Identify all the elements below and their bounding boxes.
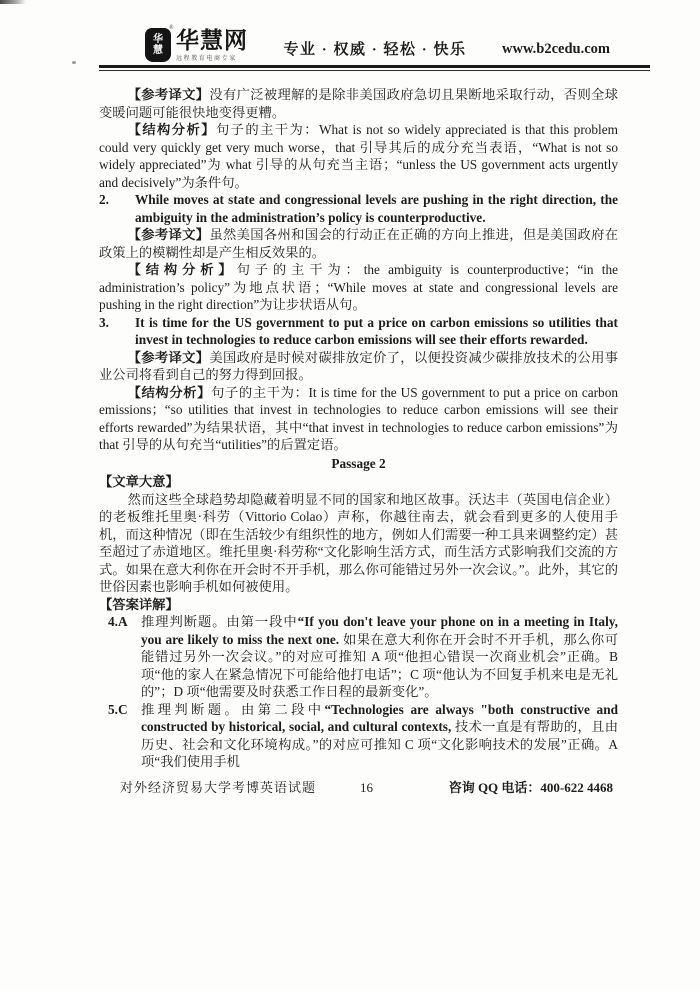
paragraph — [99, 384, 618, 454]
text-run: “Technologies are always "both constructive and constructed by historical, social, and cultural contexts, — [141, 701, 618, 734]
text-run: 【参考译文】 — [127, 87, 210, 102]
header-rule-thick — [99, 65, 650, 68]
answer-text — [141, 701, 618, 771]
text-run: 【参考译文】 — [127, 227, 210, 242]
paragraph — [99, 491, 618, 596]
text-run: 然而这些全球趋势却隐藏着明显不同的国家和地区故事。沃达丰（英国电信企业）的老板维托里奥·科劳（Vittorio Colao）声称，你越往南去，就会看到更多的人使用手机，而这种情况（即在生活较少有组织性的地方，例如人们需要一种工具来调整约定）甚至超过了赤道地区。维托里奥·科劳称“文化影响生活方式，而生活方式影响我们交流的方式。如果在意大利你在开会时不开手机，那么你可能错过另外一次会议。”。此外，其它的世俗因素也影响手机如何被使用。 — [99, 491, 618, 594]
section-label — [99, 473, 618, 491]
footer-contact: 咨询 QQ 电话：400-622 4468 — [448, 780, 613, 795]
footer — [99, 777, 639, 796]
text-run: 如果在意大利你在开会时不开手机，那么你可能错过另外一次会议。”的对应可推知 A 项“他担心错误一次商业机会”正确。B 项“他的家人在紧急情况下可能给他打电话”；C 项“他认为不回复手机来电是无礼的”；D 项“他需要及时获悉工作日程的最新变化”。 — [141, 631, 619, 699]
item-number: 3. — [99, 314, 109, 330]
text-run: 【结构分析】 — [127, 384, 212, 400]
text-run: While moves at state and congressional levels are pushing in the right direction, the ambiguity in the administration’s policy is counterproductive. — [135, 192, 618, 225]
answer-number: 5.C — [108, 701, 128, 717]
answer-item — [99, 613, 618, 701]
text-run: 推理判断题。由第一段中 — [141, 614, 298, 629]
text-run: 【参考译文】 — [127, 349, 210, 365]
brand-tagline: 远程教育电商专家 — [176, 56, 237, 62]
paragraph — [99, 261, 618, 314]
header-row — [99, 16, 650, 64]
answer-text — [141, 613, 618, 701]
logo-text — [176, 28, 248, 62]
text-run: Passage 2 — [331, 455, 386, 471]
text-run: 句子的主干为：the ambiguity is counterproductive；“in the administration’s policy”为地点状语；“While moves at state and congressional levels are pushing in the right direction”为让步状语从句。 — [99, 262, 618, 312]
paragraph — [99, 349, 618, 384]
item-number: 2. — [99, 192, 109, 207]
document-body — [99, 86, 618, 771]
answer-number: 4.A — [108, 614, 128, 629]
paragraph — [99, 226, 618, 261]
brand-seal-icon — [145, 28, 171, 62]
text-run: “If you don't leave your phone on in a meeting in Italy, you are likely to miss the next one. — [141, 614, 619, 647]
numbered-sentence — [99, 191, 618, 226]
text-run: 美国政府是时候对碳排放定价了，以便投资减少碳排放技术的公用事业公司将看到自己的努力得到回报。 — [99, 349, 619, 382]
page-number: 16 — [360, 780, 373, 795]
section-label — [99, 596, 618, 614]
header-rule-thin — [99, 70, 650, 71]
answer-item — [99, 701, 618, 771]
text-run: 句子的主干为：What is not so widely appreciated is that this problem could very quickly get very much worse，that 引导其后的成分充当表语，“What is not so widely appreciated”为 what 引导的从句充当主语；“unless the US government acts urgently and decisively”为条件句。 — [99, 122, 618, 190]
seal-char-2: 慧 — [153, 45, 163, 56]
brand-logo — [145, 25, 248, 62]
header-website: www.b2cedu.com — [502, 41, 610, 57]
text-run: 技术一直是有帮助的，且由历史、社会和文化环境构成。”的对应可推知 C 项“文化影响技术的发展”正确。A 项“我们使用手机 — [141, 719, 619, 769]
text-run: 【文章大意】 — [99, 474, 179, 489]
text-run: 【结构分析】 — [127, 262, 237, 277]
brand-name: 华慧网 — [176, 27, 248, 53]
text-run: 句子的主干为：It is time for the US government to put a price on carbon emissions；“so utilities that invest in technologies to reduce carbon emissions will see their efforts rewarded”为结果状语，其中“that invest in technologies to reduce carbon emissions”为 that 引导的从句充当“utilities”的后置定语。 — [99, 384, 618, 452]
header — [99, 16, 650, 71]
scan-speck — [72, 61, 76, 64]
text-run: 没有广泛被理解的是除非美国政府急切且果断地采取行动，否则全球变暖问题可能很快地变得更糟。 — [99, 87, 619, 120]
footer-document-title: 对外经济贸易大学考博英语试题 — [120, 780, 317, 795]
text-run: 【结构分析】 — [127, 122, 216, 137]
registered-mark-icon: ® — [169, 25, 174, 31]
scan-smudge — [0, 0, 26, 4]
seal-char-1: 华 — [153, 34, 163, 45]
numbered-sentence — [99, 314, 618, 349]
passage-heading — [99, 454, 618, 474]
text-run: 推理判断题。由第二段中 — [141, 701, 325, 717]
text-run: 【答案详解】 — [99, 596, 179, 612]
text-run: It is time for the US government to put a price on carbon emissions so utilities that invest in technologies to reduce carbon emissions will see their efforts rewarded. — [135, 314, 618, 347]
paragraph — [99, 86, 618, 121]
paragraph — [99, 121, 618, 191]
text-run: 虽然美国各州和国会的行动正在正确的方向上推进，但是美国政府在政策上的模糊性却是产生相反效果的。 — [99, 227, 619, 260]
header-slogan: 专业 · 权威 · 轻松 · 快乐 — [283, 42, 467, 58]
